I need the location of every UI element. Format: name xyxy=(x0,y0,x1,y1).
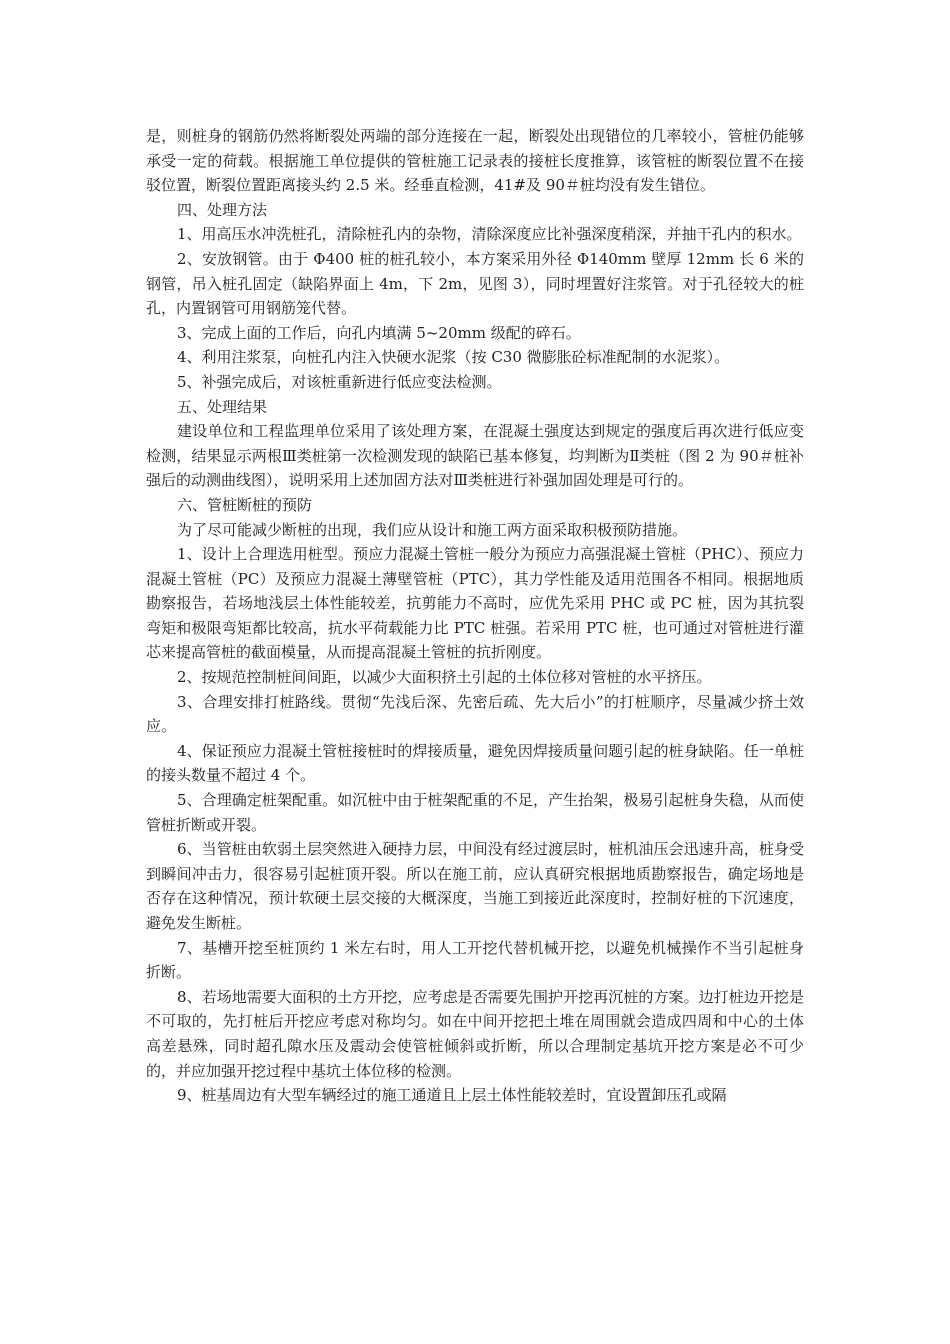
paragraph-prevention-5: 5、合理确定桩架配重。如沉桩中由于桩架配重的不足，产生抬架，极易引起桩身失稳，从而使管桩折断或开裂。 xyxy=(146,791,804,834)
section-heading-processing-method: 四、处理方法 xyxy=(177,200,268,219)
paragraph-step-4: 4、利用注浆泵，向桩孔内注入快硬水泥浆（按 C30 微膨胀砼标准配制的水泥浆）。 xyxy=(177,348,730,367)
paragraph-step-2: 2、安放钢管。由于 Φ400 桩的桩孔较小，本方案采用外径 Φ140mm 壁厚 12mm 长 6 米的钢管，吊入桩孔固定（缺陷界面上 4m，下 2m，见图 3），同时埋置好注浆管。对于孔径较大的桩孔，内置钢管可用钢筋笼代替。 xyxy=(146,249,804,318)
paragraph-result: 建设单位和工程监理单位采用了该处理方案，在混凝土强度达到规定的强度后再次进行低应变检测，结果显示两根Ⅲ类桩第一次检测发现的缺陷已基本修复，均判断为Ⅱ类桩（图 2 为 90＃桩补强后的动测曲线图），说明采用上述加固方法对Ⅲ类桩进行补强加固处理是可行的。 xyxy=(146,422,804,490)
section-heading-processing-result: 五、处理结果 xyxy=(177,397,268,416)
paragraph-step-1: 1、用高压水冲洗桩孔，清除桩孔内的杂物，清除深度应比补强深度稍深，并抽干孔内的积水。 xyxy=(177,225,802,244)
paragraph-prevention-intro: 为了尽可能减少断桩的出现，我们应从设计和施工两方面采取积极预防措施。 xyxy=(177,520,688,539)
paragraph-continuation: 是，则桩身的钢筋仍然将断裂处两端的部分连接在一起，断裂处出现错位的几率较小，管桩仍能够承受一定的荷载。根据施工单位提供的管桩施工记录表的接桩长度推算，该管桩的断裂位置不在接驳位置，断裂位置距离接头约 2.5 米。经垂直检测，41#及 90＃桩均没有发生错位。 xyxy=(146,127,804,195)
paragraph-step-3: 3、完成上面的工作后，向孔内填满 5~20mm 级配的碎石。 xyxy=(177,323,581,342)
paragraph-prevention-9: 9、桩基周边有大型车辆经过的施工通道且上层土体性能较差时，宜设置卸压孔或隔 xyxy=(177,1086,727,1105)
paragraph-prevention-7: 7、基槽开挖至桩顶约 1 米左右时，用人工开挖代替机械开挖，以避免机械操作不当引起桩身折断。 xyxy=(146,938,804,982)
document-body xyxy=(146,124,804,1108)
paragraph-step-5: 5、补强完成后，对该桩重新进行低应变法检测。 xyxy=(177,372,502,391)
paragraph-prevention-4: 4、保证预应力混凝土管桩接桩时的焊接质量，避免因焊接质量问题引起的桩身缺陷。任一单桩的接头数量不超过 4 个。 xyxy=(146,741,804,785)
paragraph-prevention-6: 6、当管桩由软弱土层突然进入硬持力层，中间没有经过渡层时，桩机油压会迅速升高，桩身受到瞬间冲击力，很容易引起桩顶开裂。所以在施工前，应认真研究根据地质勘察报告，确定场地是否存在这种情况，预计软硬土层交接的大概深度，当施工到接近此深度时，控制好桩的下沉速度，避免发生断桩。 xyxy=(146,840,804,932)
paragraph-prevention-3: 3、合理安排打桩路线。贯彻“先浅后深、先密后疏、先大后小”的打桩顺序，尽量减少挤土效应。 xyxy=(146,692,804,736)
paragraph-prevention-8: 8、若场地需要大面积的土方开挖，应考虑是否需要先围护开挖再沉桩的方案。边打桩边开挖是不可取的，先打桩后开挖应考虑对称均匀。如在中间开挖把土堆在周围就会造成四周和中心的土体高差悬殊，同时超孔隙水压及震动会使管桩倾斜或折断，所以合理制定基坑开挖方案是必不可少的，并应加强开挖过程中基坑土体位移的检测。 xyxy=(146,987,804,1080)
paragraph-prevention-2: 2、按规范控制桩间间距，以减少大面积挤土引起的土体位移对管桩的水平挤压。 xyxy=(177,668,712,687)
section-heading-prevention: 六、管桩断桩的预防 xyxy=(177,495,313,514)
paragraph-prevention-1: 1、设计上合理选用桩型。预应力混凝土管桩一般分为预应力高强混凝土管桩（PHC）、预应力混凝土管桩（PC）及预应力混凝土薄壁管桩（PTC），其力学性能及适用范围各不相同。根据地质勘察报告，若场地浅层土体性能较差，抗剪能力不高时，应优先采用 PHC 或 PC 桩，因为其抗裂弯矩和极限弯矩都比较高，抗水平荷载能力比 PTC 桩强。若采用 PTC 桩，也可通过对管桩进行灌芯来提高管桩的截面模量，从而提高混凝土管桩的抗折刚度。 xyxy=(146,545,804,662)
